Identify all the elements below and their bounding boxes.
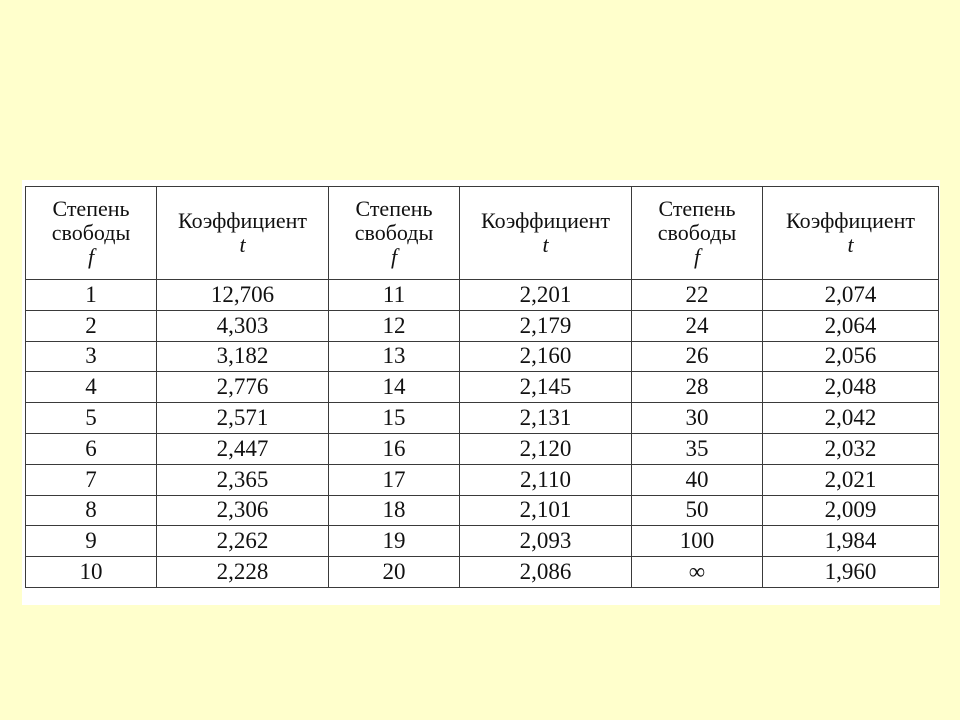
table-cell: 11 [329, 280, 460, 311]
student-t-table [25, 186, 939, 588]
table-cell: 20 [329, 557, 460, 588]
table-cell: 2,160 [460, 341, 632, 372]
table-cell: 3 [26, 341, 157, 372]
table-cell: 2,201 [460, 280, 632, 311]
table-cell: 6 [26, 433, 157, 464]
table-cell: 12,706 [157, 280, 329, 311]
table-cell: 8 [26, 495, 157, 526]
table-row [26, 464, 939, 495]
table-cell: 2 [26, 310, 157, 341]
table-cell: 2,048 [763, 372, 939, 403]
table-cell: 17 [329, 464, 460, 495]
table-cell: 7 [26, 464, 157, 495]
table-cell: 50 [632, 495, 763, 526]
table-cell: 2,021 [763, 464, 939, 495]
table-cell: 15 [329, 403, 460, 434]
table-cell: 2,086 [460, 557, 632, 588]
table-cell: 1 [26, 280, 157, 311]
table-cell: 2,447 [157, 433, 329, 464]
table-cell: 2,228 [157, 557, 329, 588]
header-label: свободы [354, 220, 434, 245]
table-cell: 2,056 [763, 341, 939, 372]
table-row [26, 557, 939, 588]
table-cell: 16 [329, 433, 460, 464]
table-cell: 2,009 [763, 495, 939, 526]
header-label: Степень [658, 196, 736, 221]
table-cell: 14 [329, 372, 460, 403]
table-cell: 2,120 [460, 433, 632, 464]
header-symbol: f [87, 244, 95, 269]
table-cell: 24 [632, 310, 763, 341]
table-cell: 2,093 [460, 526, 632, 557]
table-cell: 3,182 [157, 341, 329, 372]
table-cell: 2,571 [157, 403, 329, 434]
header-symbol: f [693, 244, 701, 269]
table-cell: 40 [632, 464, 763, 495]
table-cell: 2,365 [157, 464, 329, 495]
table-cell: 2,064 [763, 310, 939, 341]
table-cell: 30 [632, 403, 763, 434]
table-row [26, 433, 939, 464]
header-coefficient [763, 187, 939, 280]
table-cell: 2,032 [763, 433, 939, 464]
table-cell: 12 [329, 310, 460, 341]
table-row [26, 341, 939, 372]
table-cell: 18 [329, 495, 460, 526]
table-row [26, 280, 939, 311]
table-cell: 26 [632, 341, 763, 372]
table-row [26, 372, 939, 403]
header-symbol: t [542, 232, 549, 257]
table-cell: 2,306 [157, 495, 329, 526]
header-label: Степень [355, 196, 433, 221]
header-symbol: t [239, 232, 246, 257]
table-cell: 35 [632, 433, 763, 464]
table-cell: 2,110 [460, 464, 632, 495]
table-cell: ∞ [632, 557, 763, 588]
table-cell: 19 [329, 526, 460, 557]
table-cell: 2,074 [763, 280, 939, 311]
table-panel [22, 180, 940, 605]
table-cell: 1,960 [763, 557, 939, 588]
header-degrees-of-freedom [329, 187, 460, 280]
table-cell: 5 [26, 403, 157, 434]
header-symbol: t [847, 232, 854, 257]
table-row [26, 495, 939, 526]
table-cell: 4 [26, 372, 157, 403]
header-symbol: f [390, 244, 398, 269]
table-row [26, 310, 939, 341]
header-label: Коэффициент [785, 208, 915, 233]
table-cell: 4,303 [157, 310, 329, 341]
header-row [26, 187, 939, 280]
header-coefficient [460, 187, 632, 280]
header-label: Коэффициент [480, 208, 610, 233]
table-cell: 2,145 [460, 372, 632, 403]
table-cell: 2,179 [460, 310, 632, 341]
table-cell: 2,042 [763, 403, 939, 434]
header-degrees-of-freedom [26, 187, 157, 280]
table-cell: 22 [632, 280, 763, 311]
header-label: свободы [657, 220, 737, 245]
table-cell: 2,776 [157, 372, 329, 403]
table-cell: 1,984 [763, 526, 939, 557]
table-cell: 9 [26, 526, 157, 557]
table-cell: 10 [26, 557, 157, 588]
table-row [26, 403, 939, 434]
table-cell: 13 [329, 341, 460, 372]
header-label: Коэффициент [177, 208, 307, 233]
header-label: свободы [51, 220, 131, 245]
table-cell: 2,101 [460, 495, 632, 526]
header-coefficient [157, 187, 329, 280]
header-label: Степень [52, 196, 130, 221]
header-degrees-of-freedom [632, 187, 763, 280]
table-cell: 2,131 [460, 403, 632, 434]
table-row [26, 526, 939, 557]
table-cell: 100 [632, 526, 763, 557]
table-cell: 2,262 [157, 526, 329, 557]
table-cell: 28 [632, 372, 763, 403]
